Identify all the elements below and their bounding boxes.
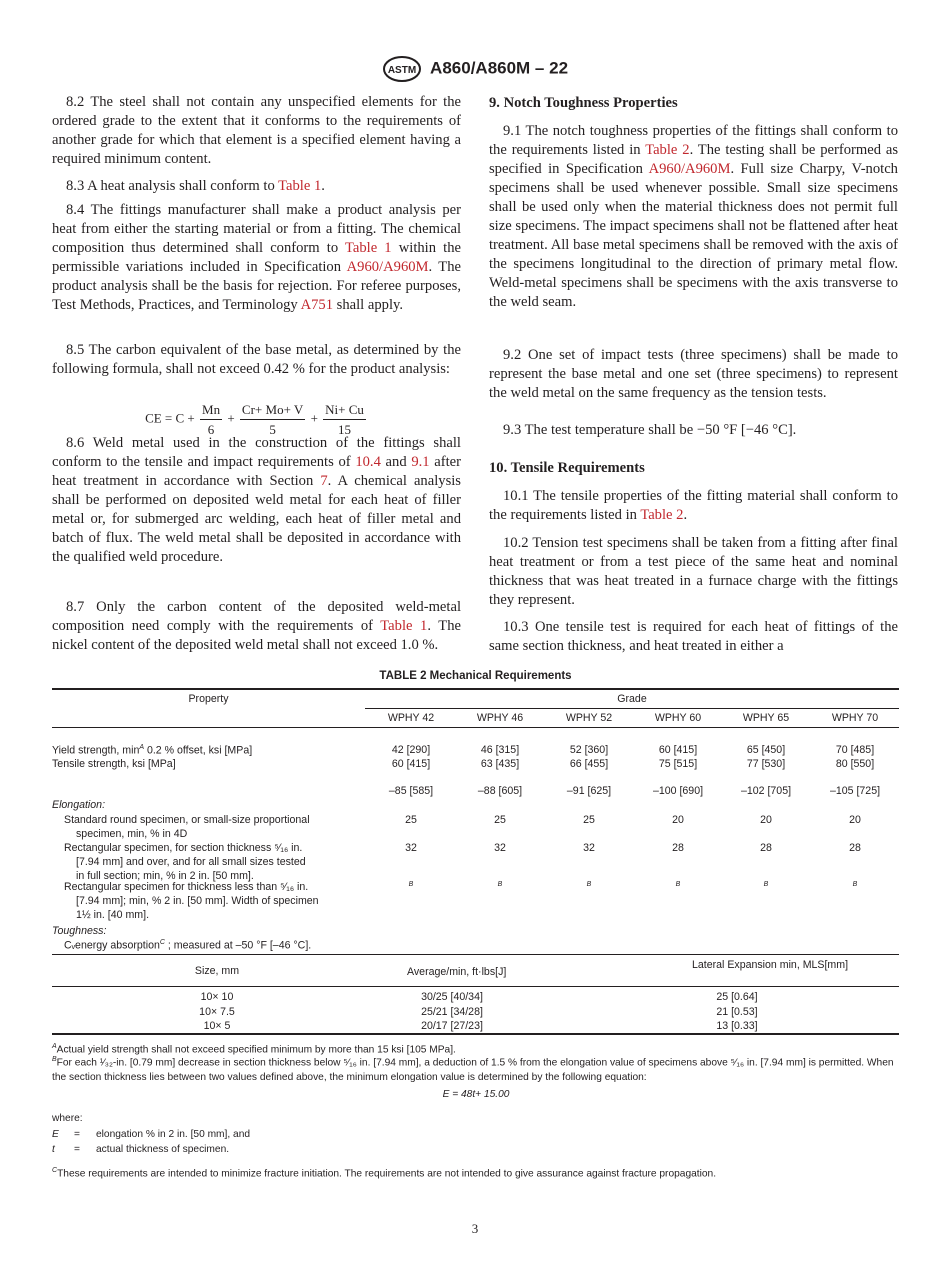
text: actual thickness of specimen.: [96, 1144, 230, 1155]
table-cell: 63 [435]: [480, 758, 520, 770]
table-cell: 32: [583, 842, 595, 854]
table-cell: 77 [530]: [746, 758, 786, 770]
table-cell: 10× 5: [203, 1020, 231, 1032]
table-cell: 66 [455]: [569, 758, 609, 770]
table-cell: 21 [0.53]: [716, 1005, 758, 1018]
table-cell: 70 [485]: [835, 744, 875, 756]
definition-e: [52, 1127, 900, 1142]
table-cell: –102 [705]: [740, 785, 792, 797]
text: 8.4 The fittings manufacturer shall make a product analysis per heat from either the starting material or from a fitting. The chemical composition thus determined shall conform to: [52, 202, 461, 256]
grade-header: Grade: [617, 693, 647, 705]
footnote-mark: C: [159, 939, 165, 946]
table-cell: B: [763, 881, 769, 888]
para-9-2: 9.2 One set of impact tests (three specimens) shall be made to represent the base metal and one set (three specimens) to represent the weld metal on the same frequency as the tension tests.: [489, 347, 898, 401]
text: +: [227, 410, 235, 426]
section-10-heading: 10. Tensile Requirements: [489, 460, 645, 476]
text: 8.6 Weld metal used in the construction of the fittings shall conform to the tensile and impact requirements of: [52, 435, 461, 470]
table-cell: 28: [760, 842, 772, 854]
symbol: t: [52, 1144, 55, 1155]
table-cell: 25: [405, 814, 417, 826]
table-cell: 32: [405, 842, 417, 854]
table-cell: 25/21 [34/28]: [421, 1005, 483, 1018]
text: and: [380, 454, 412, 470]
footnote-c: [52, 1163, 900, 1181]
footnote-mark: A: [139, 744, 145, 751]
table-cell: 65 [450]: [746, 744, 786, 756]
table-cell: 25: [583, 814, 595, 826]
table-cell: 80 [550]: [835, 758, 875, 770]
row-label: [64, 881, 308, 893]
link-table-1[interactable]: Table 1: [344, 240, 392, 256]
para-10-1: [489, 487, 898, 525]
elongation-equation: E = 48t+ 15.00: [442, 1089, 510, 1100]
row-label: [64, 814, 310, 826]
sub-header-lateral: Lateral Expansion min, MLS[mm]: [692, 959, 849, 971]
table-cell: 20: [849, 814, 861, 826]
table-cell: B: [497, 881, 503, 888]
table-cell: 60 [415]: [658, 744, 698, 756]
table-cell: B: [675, 881, 681, 888]
divider: [52, 688, 899, 690]
row-label-continued: [7.94 mm] and over, and for all small sizes tested: [76, 856, 306, 868]
para-8-6: [52, 434, 461, 567]
table-title: TABLE 2 Mechanical Requirements: [379, 670, 572, 682]
table-cell: 13 [0.33]: [716, 1020, 758, 1032]
link-table-2[interactable]: Table 2: [645, 142, 690, 158]
footnote-mark: C: [52, 1167, 58, 1174]
text: elongation % in 2 in. [50 mm], and: [96, 1129, 251, 1140]
link-9-1[interactable]: 9.1: [411, 454, 430, 470]
grade-header-6: WPHY 70: [831, 712, 879, 724]
text: 8.3 A heat analysis shall conform to: [66, 178, 279, 194]
text: CE = C +: [145, 410, 195, 426]
section-9-heading: 9. Notch Toughness Properties: [489, 95, 678, 111]
text: within the permissible variations included in Specification: [52, 240, 461, 275]
sub-header-size: Size, mm: [194, 965, 240, 977]
text: Yield strength, min: [52, 744, 140, 757]
table-cell: 10× 10: [200, 991, 234, 1003]
text: . The product analysis shall be the basis for rejection. For referee purposes, Test Methods, Practices, and Terminology: [52, 259, 461, 313]
table-cell: 52 [360]: [569, 744, 609, 756]
row-label-continued: in full section; min, % in 2 in. [50 mm].: [76, 870, 254, 882]
row-label-continued: 1½ in. [40 mm].: [76, 909, 150, 921]
footnote-b: [52, 1052, 900, 1085]
text: Standard round specimen, or small-size proportional: [64, 814, 310, 826]
row-label: [52, 744, 252, 757]
text: Mn: [200, 400, 222, 420]
text: +: [310, 410, 318, 426]
text: These requirements are intended to minimize fracture initiation. The requirements are not intended to give assurance against fracture propagation.: [57, 1168, 717, 1180]
text: =: [74, 1144, 80, 1155]
row-label-continued: specimen, min, % in 4D: [76, 828, 188, 840]
link-section-7[interactable]: 7: [320, 473, 328, 489]
table-cell: –105 [725]: [829, 785, 881, 797]
para-8-7: [52, 598, 461, 655]
text: 10.1 The tensile properties of the fitting material shall conform to the requirements listed in: [489, 488, 898, 523]
text: after heat treatment in accordance with Section: [52, 454, 461, 489]
page-number: 3: [471, 1221, 479, 1236]
table-cell: B: [852, 881, 858, 888]
divider: [52, 727, 899, 728]
table-cell: 25: [494, 814, 506, 826]
text: . Full size Charpy, V-notch specimens shall be used whenever possible. Small size specimens shall be used only when the material thickness does not permit full size specimens. The impact specimens shall not be flattened after heat treatment. All base metal specimens shall be removed with the axis of the specimens longitudinal to the direction of primary metal flow. Weld-metal specimens shall be specimens with the axis transverse to the weld seam.: [489, 161, 898, 310]
para-8-5: 8.5 The carbon equivalent of the base metal, as determined by the following formula, shall not exceed 0.42 % for the product analysis:: [52, 342, 461, 377]
grade-header-4: WPHY 60: [654, 712, 702, 724]
para-10-3: 10.3 One tensile test is required for each heat of fittings of the same section thickness, and heat treated in either a: [489, 619, 898, 654]
page-header: [0, 56, 950, 82]
text: Toughness:: [52, 925, 107, 937]
table-cell: 75 [515]: [658, 758, 698, 770]
footnote-mark: B: [52, 1056, 57, 1063]
text: Ni+ Cu: [323, 400, 366, 420]
text: 0.2 % offset, ksi [MPa]: [144, 744, 253, 757]
symbol: E: [52, 1129, 59, 1140]
text: ; measured at –50 °F [–46 °C].: [164, 939, 312, 952]
definition-t: [52, 1142, 900, 1157]
para-8-4: [52, 201, 461, 315]
text: Rectangular specimen, for section thickness ⁵⁄₁₆ in.: [64, 842, 303, 854]
where-label: where:: [52, 1113, 83, 1124]
para-8-2: 8.2 The steel shall not contain any unspecified elements for the ordered grade to the extent that it conforms to the requirements of another grade for which that element is a specified element having a required minimum content.: [52, 94, 461, 167]
link-10-4[interactable]: 10.4: [355, 454, 381, 470]
text: . A chemical analysis shall be performed on deposited weld metal for each heat of filler metal or, for submerged arc welding, each heat of filler metal and batch of flux. The weld metal shall be deposited in accordance with the qualified weld procedure.: [52, 473, 461, 565]
text: 9.1 The notch toughness properties of the fittings shall conform to the requirements listed in: [489, 123, 898, 158]
table-cell: –85 [585]: [388, 785, 434, 797]
table-cell: 32: [494, 842, 506, 854]
table-cell: 28: [672, 842, 684, 854]
text: Cr+ Mo+ V: [240, 400, 305, 420]
text: 6: [207, 422, 215, 437]
row-label: [52, 758, 176, 770]
svg-text:ASTM: ASTM: [387, 65, 417, 76]
text: shall apply.: [333, 297, 403, 313]
grade-header-5: WPHY 65: [742, 712, 790, 724]
table-cell: 25 [0.64]: [716, 991, 758, 1003]
text: =: [74, 1129, 80, 1140]
para-9-3: 9.3 The test temperature shall be −50 °F [−46 °C].: [503, 422, 797, 438]
grade-header-3: WPHY 52: [565, 712, 613, 724]
link-a960[interactable]: A960/A960M: [648, 161, 731, 177]
table-cell: 28: [849, 842, 861, 854]
table-cell: B: [586, 881, 592, 888]
table-cell: 20/17 [27/23]: [421, 1020, 483, 1032]
link-table-1[interactable]: Table 1: [278, 178, 322, 194]
text: . The nickel content of the deposited weld metal shall not exceed 1.0 %.: [52, 618, 461, 653]
link-table-1[interactable]: Table 1: [380, 618, 428, 634]
table-cell: 42 [290]: [391, 744, 431, 756]
row-label: [52, 925, 106, 937]
table-cell: 20: [672, 814, 684, 826]
table-cell: –91 [625]: [566, 785, 612, 797]
link-a960[interactable]: A960/A960M: [346, 259, 429, 275]
para-8-3: [52, 177, 461, 196]
document-title: A860/A860M – 22: [430, 58, 569, 78]
divider: [52, 1033, 899, 1035]
text: Tensile strength, ksi [MPa]: [52, 758, 176, 770]
text: 8.7 Only the carbon content of the deposited weld-metal composition need comply with the requirements of: [52, 599, 461, 634]
table-cell: 60 [415]: [391, 758, 431, 770]
table-cell: –100 [690]: [652, 785, 704, 797]
text: Actual yield strength shall not exceed specified minimum by more than 15 ksi [105 MPa].: [56, 1044, 456, 1056]
table-cell: B: [408, 881, 414, 888]
property-header: Property: [188, 693, 229, 705]
grade-header-2: WPHY 46: [476, 712, 524, 724]
table-cell: 46 [315]: [480, 744, 520, 756]
link-a751[interactable]: A751: [300, 297, 334, 313]
para-10-2: 10.2 Tension test specimens shall be taken from a fitting after final heat treatment or from a test piece of the same heat and nominal thickness that was heat treated in a furnace charge with the fittings they represent.: [489, 535, 898, 608]
text: Rectangular specimen for thickness less than ⁵⁄₁₆ in.: [64, 881, 309, 893]
text: For each ¹⁄₃₂-in. [0.79 mm] decrease in section thickness below ⁵⁄₁₆ in. [7.94 mm], a deduction of 1.5 % from the elongation value of specimens above ⁵⁄₁₆ in. [7.94 mm] is permitted. When the section thickness lies between two values defined above, the minimum elongation value is determined by the following equation:: [52, 1057, 894, 1084]
text: 5: [269, 422, 276, 437]
grade-header-1: WPHY 42: [387, 712, 435, 724]
row-label: [64, 939, 311, 952]
table-cell: 30/25 [40/34]: [421, 991, 483, 1003]
table-cell: 20: [760, 814, 772, 826]
astm-logo-icon: [382, 56, 422, 82]
sub-header-average: Average/min, ft·lbs[J]: [407, 966, 507, 978]
divider: [52, 986, 899, 987]
text: Elongation:: [52, 799, 106, 811]
table-cell: 10× 7.5: [199, 1005, 235, 1018]
para-9-1: [489, 122, 898, 312]
link-table-2[interactable]: Table 2: [640, 507, 684, 523]
divider: [52, 954, 899, 955]
row-label-continued: [7.94 mm]; min, % 2 in. [50 mm]. Width of specimen: [76, 895, 319, 907]
row-label: [64, 842, 302, 854]
text: .: [683, 507, 688, 523]
text: .: [321, 178, 325, 194]
divider: [365, 708, 899, 709]
row-label: [52, 799, 105, 811]
text: Cᵥenergy absorption: [64, 939, 160, 952]
text: 15: [338, 422, 352, 437]
footnote-mark: A: [52, 1043, 57, 1050]
table-cell: –88 [605]: [477, 785, 523, 797]
text: . The testing shall be performed as specified in Specification: [489, 142, 899, 177]
